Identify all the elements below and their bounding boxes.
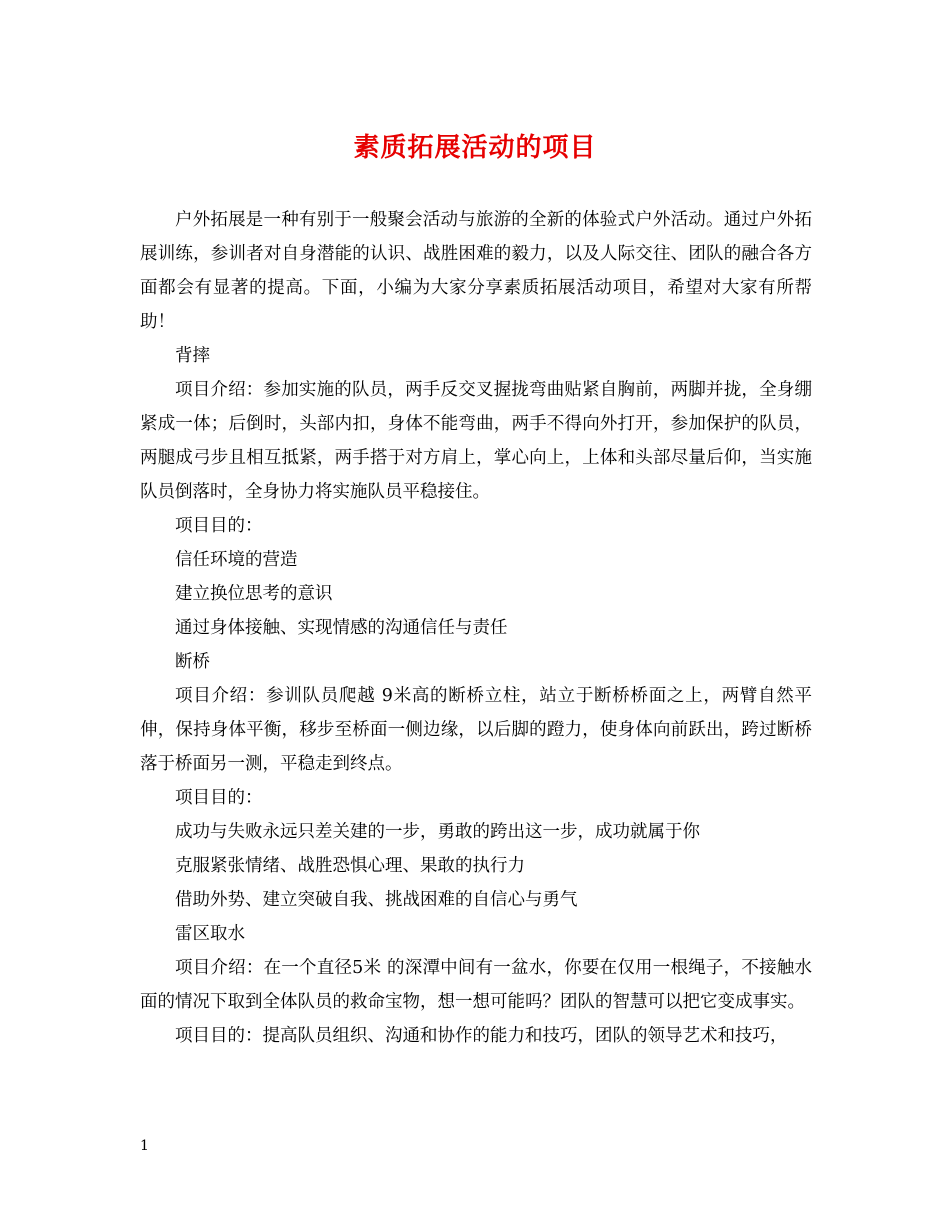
broken-bridge-introduction: 项目介绍：参训队员爬越 9米高的断桥立柱，站立于断桥桥面之上，两臂自然平伸，保持身体平衡，移步至桥面一侧边缘，以后脚的蹬力，使身体向前跃出，跨过断桥落于桥面另一测，平稳走到终点。 <box>140 686 812 774</box>
section-heading-trust-fall: 背摔 <box>175 346 210 366</box>
trust-fall-introduction: 项目介绍：参加实施的队员，两手反交叉握拢弯曲贴紧自胸前，两脚并拢，全身绷紧成一体；后倒时，头部内扣，身体不能弯曲，两手不得向外打开，参加保护的队员，两腿成弓步且相互抵紧，两手搭于对方肩上，掌心向上，上体和头部尽量后仰，当实施队员倒落时，全身协力将实施队员平稳接住。 <box>140 380 812 502</box>
document-body <box>140 203 812 1053</box>
broken-bridge-purpose-item: 成功与失败永远只差关建的一步，勇敢的跨出这一步，成功就属于你 <box>175 822 700 842</box>
section-heading-broken-bridge: 断桥 <box>175 652 210 672</box>
document-title: 素质拓展活动的项目 <box>353 133 597 163</box>
trust-fall-purpose-label: 项目目的： <box>175 516 263 536</box>
broken-bridge-purpose-label: 项目目的： <box>175 788 263 808</box>
intro-paragraph: 户外拓展是一种有别于一般聚会活动与旅游的全新的体验式户外活动。通过户外拓展训练，参训者对自身潜能的认识、战胜困难的毅力，以及人际交往、团队的融合各方面都会有显著的提高。下面，小编为大家分享素质拓展活动项目，希望对大家有所帮助！ <box>140 210 812 332</box>
section-heading-minefield-water: 雷区取水 <box>175 924 245 944</box>
broken-bridge-purpose-item: 借助外势、建立突破自我、挑战困难的自信心与勇气 <box>175 890 578 910</box>
minefield-water-purpose: 项目目的：提高队员组织、沟通和协作的能力和技巧，团队的领导艺术和技巧， <box>175 1026 788 1046</box>
trust-fall-purpose-item: 信任环境的营造 <box>175 550 298 570</box>
minefield-water-introduction: 项目介绍：在一个直径5米 的深潭中间有一盆水，你要在仅用一根绳子，不接触水面的情况下取到全体队员的救命宝物，想一想可能吗？团队的智慧可以把它变成事实。 <box>140 958 812 1012</box>
trust-fall-purpose-item: 通过身体接触、实现情感的沟通信任与责任 <box>175 618 508 638</box>
page-number: 1 <box>140 1138 149 1154</box>
trust-fall-purpose-item: 建立换位思考的意识 <box>175 584 333 604</box>
broken-bridge-purpose-item: 克服紧张情绪、战胜恐惧心理、果敢的执行力 <box>175 856 525 876</box>
